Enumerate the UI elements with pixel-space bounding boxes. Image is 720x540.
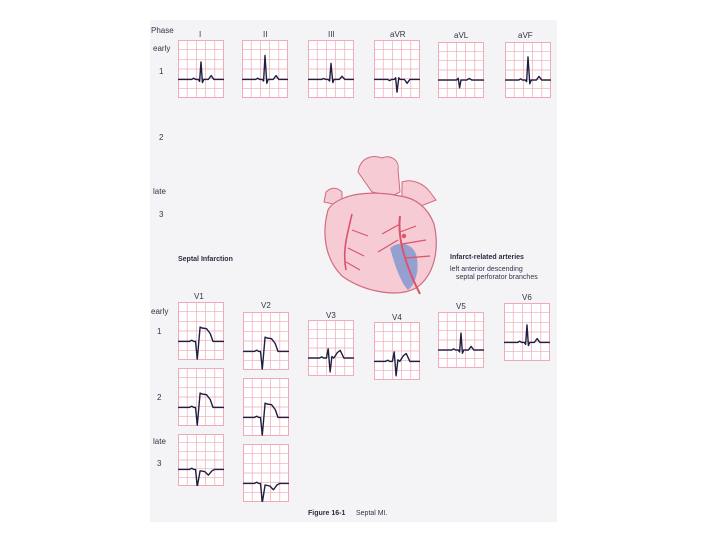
- lead-label-i: I: [199, 30, 202, 39]
- top-row1-phase: early: [153, 44, 171, 53]
- ecg-strip-ii: [242, 40, 288, 98]
- ecg-strip-v6: [504, 303, 550, 361]
- legend-title: Infarct-related arteries: [450, 254, 524, 261]
- lead-label-v4: V4: [392, 313, 402, 322]
- lead-label-avl: aVL: [454, 31, 469, 40]
- lead-label-v6: V6: [522, 293, 532, 302]
- ecg-strip-v4: [374, 322, 420, 380]
- lead-label-avf: aVF: [518, 31, 533, 40]
- ecg-strip-v3: [308, 320, 354, 376]
- ecg-strip-avr: [374, 40, 420, 98]
- figure-caption: Septal MI.: [356, 510, 388, 517]
- lead-label-v2: V2: [261, 301, 271, 310]
- top-row1-num: 1: [159, 67, 164, 76]
- lead-label-iii: III: [328, 30, 335, 39]
- chest-row3-num: 3: [157, 459, 162, 468]
- ecg-strip-v2-late: [243, 444, 289, 502]
- lead-label-ii: II: [263, 30, 268, 39]
- legend-item-lad: left anterior descending: [450, 266, 523, 273]
- ecg-strip-v1-early: [178, 302, 224, 360]
- lead-label-v5: V5: [456, 302, 466, 311]
- chest-row1-phase: early: [151, 307, 169, 316]
- lead-label-avr: aVR: [390, 30, 406, 39]
- ecg-strip-v1-late: [178, 434, 224, 486]
- chest-row3-phase: late: [153, 437, 166, 446]
- top-row3-phase: late: [153, 187, 166, 196]
- ecg-strip-v2-mid: [243, 378, 289, 436]
- top-row3-num: 3: [159, 210, 164, 219]
- chest-row1-num: 1: [157, 327, 162, 336]
- ecg-strip-i: [178, 40, 224, 98]
- ecg-strip-v1-mid: [178, 368, 224, 426]
- ecg-strip-iii: [308, 40, 354, 98]
- septal-infarction-title: Septal Infarction: [178, 256, 233, 263]
- lead-label-v1: V1: [194, 292, 204, 301]
- figure-number: Figure 16-1: [308, 510, 346, 517]
- top-row2-num: 2: [159, 133, 164, 142]
- phase-header: Phase: [151, 26, 174, 35]
- lead-label-v3: V3: [326, 311, 336, 320]
- legend-item-septal: septal perforator branches: [456, 274, 538, 281]
- heart-illustration: [312, 152, 452, 307]
- ecg-strip-avl: [438, 42, 484, 98]
- ecg-strip-avf: [505, 42, 551, 98]
- ecg-strip-v5: [438, 312, 484, 368]
- chest-row2-num: 2: [157, 393, 162, 402]
- ecg-strip-v2-early: [243, 312, 289, 370]
